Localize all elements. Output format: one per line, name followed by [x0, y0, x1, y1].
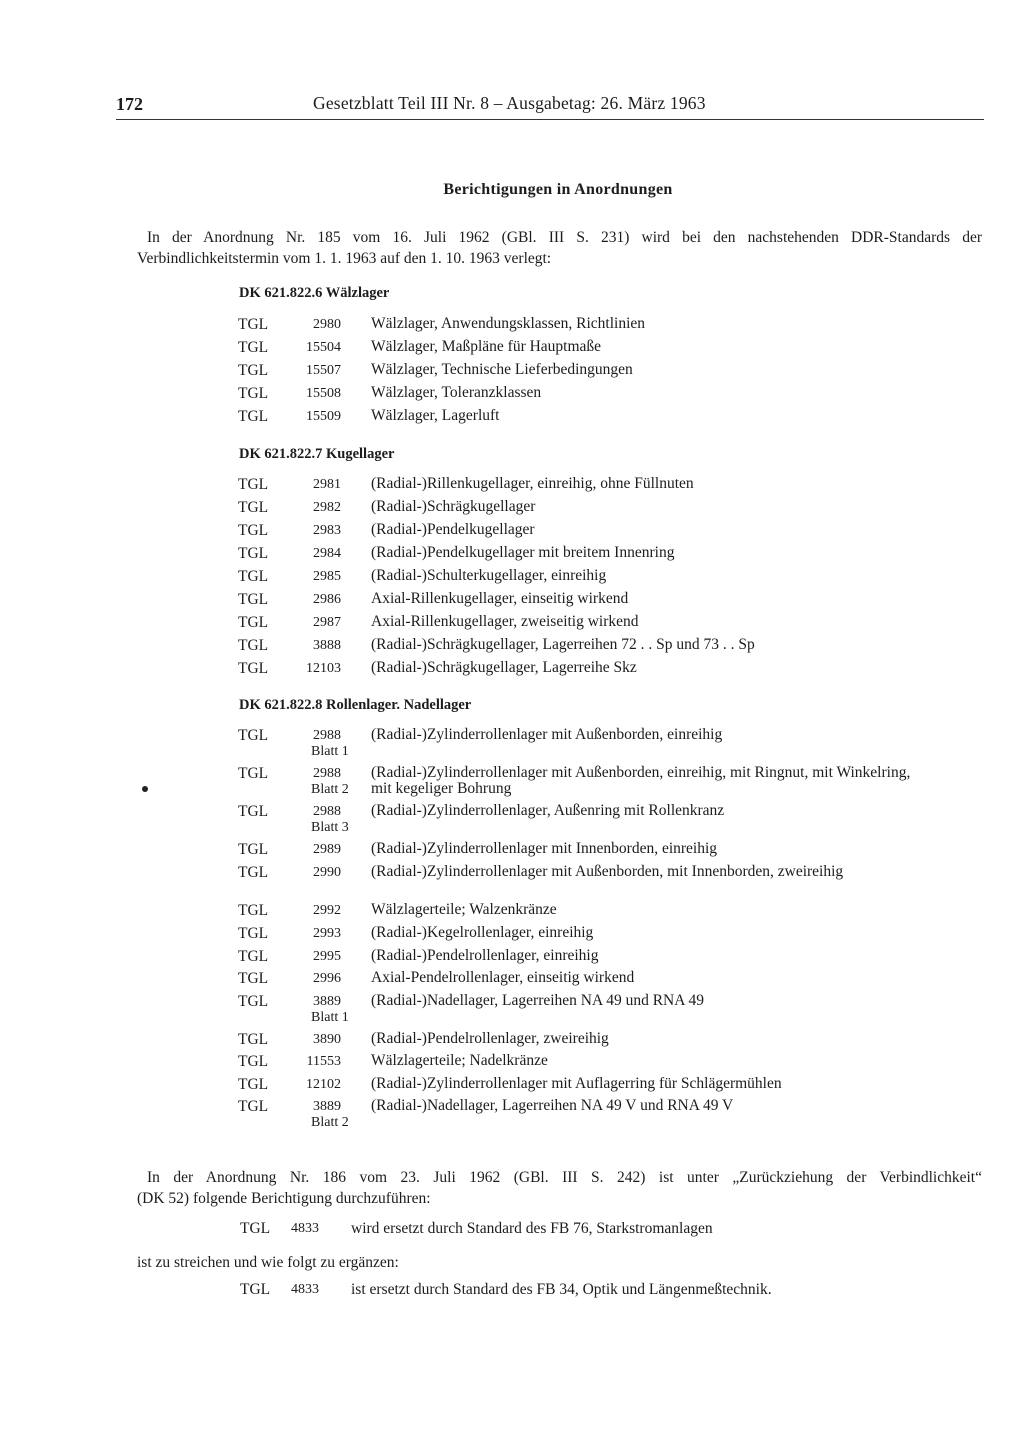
replace-text: wird ersetzt durch Standard des FB 76, Starkstromanlagen: [351, 1220, 713, 1237]
standard-number-cell: [301, 592, 379, 608]
standard-row: [238, 545, 958, 567]
standard-row: [238, 499, 958, 521]
standard-number: 2986: [313, 592, 341, 607]
standard-description: (Radial-)Schrägkugellager: [371, 498, 536, 515]
standard-description: (Radial-)Schulterkugellager, einreihig: [371, 567, 607, 584]
standard-number: 2996: [313, 971, 341, 986]
running-title: Gesetzblatt Teil III Nr. 8 – Ausgabetag: 26. März 1963: [313, 93, 706, 113]
standard-number-cell: [301, 1032, 379, 1048]
standard-row: [238, 925, 958, 947]
standard-number: 2992: [313, 903, 341, 918]
standard-number-cell: [301, 409, 379, 425]
tgl-label: TGL: [238, 1098, 269, 1115]
standard-number-cell: [301, 523, 379, 539]
page-title: Berichtigungen in Anordnungen: [443, 181, 673, 198]
standard-description: (Radial-)Schrägkugellager, Lagerreihe Skz: [371, 659, 637, 676]
standard-row: [238, 522, 958, 544]
standard-row: [238, 726, 958, 759]
tgl-label: TGL: [238, 591, 269, 608]
standard-number: 2981: [313, 477, 341, 492]
section-heading: DK 621.822.6 Wälzlager: [239, 285, 390, 301]
standard-number: 2990: [313, 865, 341, 880]
standard-number-cell: [301, 766, 379, 797]
tgl-label: TGL: [238, 1053, 269, 1070]
standard-number-cell: [301, 926, 379, 942]
standard-description: (Radial-)Zylinderrollenlager mit Innenborden, einreihig: [371, 840, 718, 857]
standard-number: 3890: [313, 1032, 341, 1047]
standard-description: (Radial-)Pendelrollenlager, zweireihig: [371, 1030, 609, 1047]
standard-row: [238, 637, 958, 659]
tgl-label: TGL: [238, 803, 269, 820]
standard-description: (Radial-)Zylinderrollenlager, Außenring mit Rollenkranz: [371, 802, 725, 819]
standard-row: [238, 992, 958, 1025]
tgl-label: TGL: [238, 727, 269, 744]
standard-number-cell: [301, 865, 379, 881]
standard-description: (Radial-)Rillenkugellager, einreihig, ohne Füllnuten: [371, 475, 694, 492]
tgl-label: TGL: [238, 1076, 269, 1093]
standard-description: (Radial-)Nadellager, Lagerreihen NA 49 und RNA 49: [371, 992, 704, 1009]
intro-paragraph: [137, 227, 982, 269]
standard-description: Wälzlager, Lagerluft: [371, 407, 500, 424]
intro-line-1: In der Anordnung Nr. 185 vom 16. Juli 1962 (GBl. III S. 231) wird bei den nachstehenden DDR-Standards der: [147, 229, 982, 246]
blatt-label: Blatt 3: [311, 820, 349, 835]
standard-number: 2985: [313, 569, 341, 584]
standard-number-cell: [301, 500, 379, 516]
second-line-1: In der Anordnung Nr. 186 vom 23. Juli 1962 (GBl. III S. 242) ist unter „Zurückziehung der Verbindlichkeit“: [147, 1169, 982, 1186]
standard-number-cell: [301, 1054, 379, 1070]
tgl-label: TGL: [238, 864, 269, 881]
standard-number-cell: [301, 569, 379, 585]
standard-number: 2988: [313, 804, 341, 819]
standard-description: (Radial-)Zylinderrollenlager mit Außenborden, mit Innenborden, zweireihig: [371, 863, 844, 880]
standard-number-cell: [301, 804, 379, 835]
add-tgl: TGL: [240, 1281, 271, 1298]
standard-row: [238, 902, 958, 924]
tgl-label: TGL: [238, 925, 269, 942]
blatt-label: Blatt 2: [311, 1115, 349, 1130]
standard-number: 15507: [306, 363, 341, 378]
standard-description: (Radial-)Zylinderrollenlager mit Auflagerring für Schlägermühlen: [371, 1075, 782, 1092]
tgl-label: TGL: [238, 408, 269, 425]
standard-description: Axial-Pendelrollenlager, einseitig wirkend: [371, 969, 635, 986]
standard-number: 2983: [313, 523, 341, 538]
standard-description: (Radial-)Kegelrollenlager, einreihig: [371, 924, 594, 941]
tgl-label: TGL: [238, 385, 269, 402]
standard-description: Wälzlager, Anwendungsklassen, Richtlinien: [371, 315, 646, 332]
standard-number-cell: [301, 1077, 379, 1093]
tgl-label: TGL: [238, 568, 269, 585]
standard-number: 15504: [306, 340, 341, 355]
standard-description: (Radial-)Zylinderrollenlager mit Außenborden, einreihig: [371, 726, 723, 743]
standard-row: [238, 1097, 958, 1130]
standard-row: [238, 802, 958, 835]
standard-row: [238, 764, 958, 797]
standard-row: [238, 948, 958, 970]
standard-number: 15509: [306, 409, 341, 424]
standard-description: (Radial-)Pendelkugellager: [371, 521, 535, 538]
tgl-label: TGL: [238, 765, 269, 782]
standard-number-cell: [301, 903, 379, 919]
standard-number: 11553: [306, 1054, 341, 1069]
blatt-label: Blatt 2: [311, 782, 349, 797]
blatt-label: Blatt 1: [311, 744, 349, 759]
standard-description: (Radial-)Pendelkugellager mit breitem Innenring: [371, 544, 675, 561]
standard-row: [238, 864, 958, 886]
tgl-label: TGL: [238, 522, 269, 539]
tgl-label: TGL: [238, 948, 269, 965]
standard-number: 3889: [313, 994, 341, 1009]
standard-number: 2984: [313, 546, 341, 561]
standard-number-cell: [301, 317, 379, 333]
blatt-label: Blatt 1: [311, 1010, 349, 1025]
tgl-label: TGL: [238, 614, 269, 631]
standard-number-cell: [301, 949, 379, 965]
standard-row: [238, 841, 958, 863]
standard-description: Wälzlager, Technische Lieferbedingungen: [371, 361, 633, 378]
tgl-label: TGL: [238, 545, 269, 562]
middle-line: ist zu streichen und wie folgt zu ergänzen:: [137, 1254, 399, 1271]
standard-row: [238, 316, 958, 338]
standard-number-cell: [301, 842, 379, 858]
standard-number: 2982: [313, 500, 341, 515]
tgl-label: TGL: [238, 993, 269, 1010]
add-number: 4833: [291, 1282, 319, 1297]
standard-number: 2987: [313, 615, 341, 630]
replace-tgl: TGL: [240, 1220, 271, 1237]
standard-number: 12103: [306, 661, 341, 676]
standard-number: 2993: [313, 926, 341, 941]
standard-row: [238, 614, 958, 636]
tgl-label: TGL: [238, 902, 269, 919]
standard-row: [238, 1076, 958, 1098]
standard-number-cell: [301, 661, 379, 677]
standard-number-cell: [301, 477, 379, 493]
standard-number-cell: [301, 971, 379, 987]
standard-number: 12102: [306, 1077, 341, 1092]
replace-number: 4833: [291, 1221, 319, 1236]
tgl-label: TGL: [238, 499, 269, 516]
standard-description: (Radial-)Schrägkugellager, Lagerreihen 72 . . Sp und 73 . . Sp: [371, 636, 755, 653]
tgl-label: TGL: [238, 476, 269, 493]
standard-number-cell: [301, 615, 379, 631]
standard-description: Axial-Rillenkugellager, zweiseitig wirkend: [371, 613, 639, 630]
standard-number: 2995: [313, 949, 341, 964]
standard-row: [238, 1053, 958, 1075]
standard-number-cell: [301, 994, 379, 1025]
section-heading: DK 621.822.8 Rollenlager. Nadellager: [239, 697, 472, 713]
add-text: ist ersetzt durch Standard des FB 34, Optik und Längenmeßtechnik.: [351, 1281, 772, 1298]
section-heading: DK 621.822.7 Kugellager: [239, 446, 395, 462]
standard-number: 3888: [313, 638, 341, 653]
standard-row: [238, 362, 958, 384]
tgl-label: TGL: [238, 1031, 269, 1048]
standard-number-cell: [301, 1099, 379, 1130]
intro-line-2: Verbindlichkeitstermin vom 1. 1. 1963 auf den 1. 10. 1963 verlegt:: [137, 250, 552, 267]
standard-number: 2989: [313, 842, 341, 857]
standard-description: (Radial-)Zylinderrollenlager mit Außenborden, einreihig, mit Ringnut, mit Winkelring, mit kegeliger Bohrung: [371, 764, 911, 797]
standard-number-cell: [301, 340, 379, 356]
standard-row: [238, 339, 958, 361]
standard-number-cell: [301, 728, 379, 759]
standard-description: Axial-Rillenkugellager, einseitig wirkend: [371, 590, 629, 607]
tgl-label: TGL: [238, 362, 269, 379]
tgl-label: TGL: [238, 339, 269, 356]
standard-number: 2980: [313, 317, 341, 332]
header-rule: [116, 119, 984, 120]
standard-row: [238, 660, 958, 682]
second-paragraph: [137, 1167, 982, 1209]
standard-description: (Radial-)Nadellager, Lagerreihen NA 49 V und RNA 49 V: [371, 1097, 734, 1114]
tgl-label: TGL: [238, 316, 269, 333]
tgl-label: TGL: [238, 970, 269, 987]
standard-row: [238, 408, 958, 430]
standard-number-cell: [301, 363, 379, 379]
standard-row: [238, 568, 958, 590]
standard-number-cell: [301, 638, 379, 654]
standard-row: [238, 1031, 958, 1053]
standard-number-cell: [301, 386, 379, 402]
standard-row: [238, 476, 958, 498]
standard-row: [238, 970, 958, 992]
page-number: 172: [116, 94, 143, 114]
standard-description: (Radial-)Pendelrollenlager, einreihig: [371, 947, 599, 964]
second-line-2: (DK 52) folgende Berichtigung durchzuführen:: [137, 1190, 431, 1207]
standard-row: [238, 385, 958, 407]
tgl-label: TGL: [238, 841, 269, 858]
standard-row: [238, 591, 958, 613]
tgl-label: TGL: [238, 660, 269, 677]
margin-dot: [142, 786, 148, 792]
standard-description: Wälzlager, Maßpläne für Hauptmaße: [371, 338, 602, 355]
standard-number: 2988: [313, 766, 341, 781]
tgl-label: TGL: [238, 637, 269, 654]
standard-number: 2988: [313, 728, 341, 743]
standard-number: 3889: [313, 1099, 341, 1114]
standard-number-cell: [301, 546, 379, 562]
standard-description: Wälzlager, Toleranzklassen: [371, 384, 542, 401]
standard-number: 15508: [306, 386, 341, 401]
standard-description: Wälzlagerteile; Walzenkränze: [371, 901, 557, 918]
standard-description: Wälzlagerteile; Nadelkränze: [371, 1052, 548, 1069]
